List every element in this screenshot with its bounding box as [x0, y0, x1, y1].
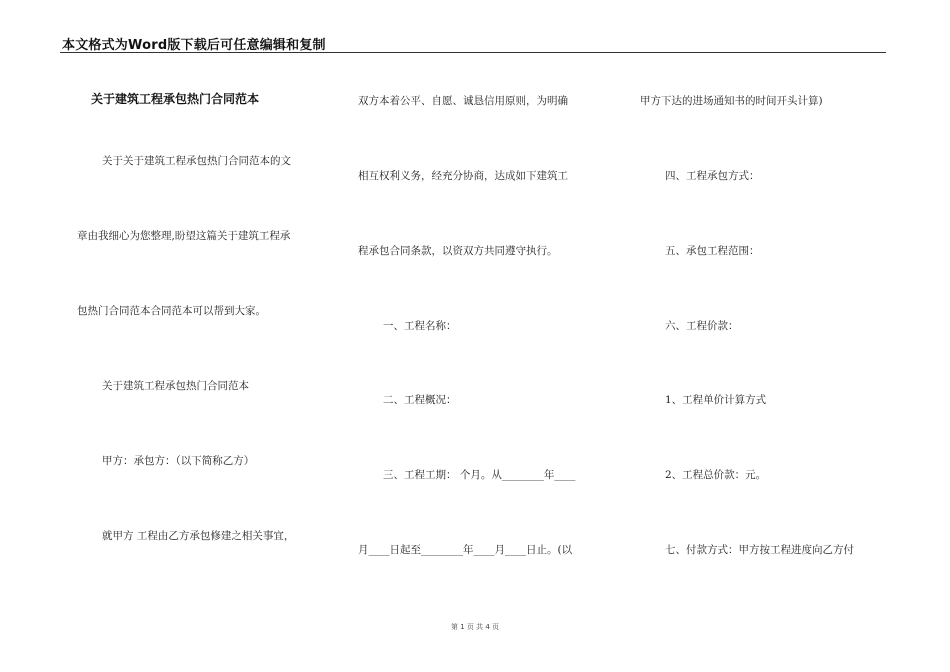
column2-line-3: 程承包合同条款，以资双方共同遵守执行。	[358, 245, 558, 257]
column3-line-5: 1、工程单价计算方式	[665, 394, 767, 406]
column1-line-1: 关于关于建筑工程承包热门合同范本的文	[102, 155, 291, 167]
column1-line-6: 就甲方 工程由乙方承包修建之相关事宜，	[102, 530, 295, 542]
document-title: 关于建筑工程承包热门合同范本	[91, 92, 260, 106]
document-header-title: 本文格式为Word版下载后可任意编辑和复制	[62, 38, 326, 53]
column2-line-4: 一、工程名称：	[383, 320, 457, 332]
column3-line-4: 六、工程价款：	[665, 320, 739, 332]
column2-line-5: 二、工程概况：	[383, 394, 457, 406]
header-divider	[60, 52, 886, 53]
column1-line-4: 关于建筑工程承包热门合同范本	[102, 380, 249, 392]
column1-line-5: 甲方：承包方：（以下简称乙方）	[102, 455, 255, 467]
column3-line-6: 2、工程总价款：元。	[665, 469, 767, 481]
column3-line-3: 五、承包工程范围：	[665, 245, 760, 257]
page-number-footer: 第 1 页 共 4 页	[450, 623, 500, 631]
column3-line-7: 七、付款方式：甲方按工程进度向乙方付	[665, 544, 854, 556]
column3-line-1: 甲方下达的进场通知书的时间开头计算)	[640, 95, 823, 107]
column2-line-7: 月____日起至________年____月____日止。(以	[358, 544, 573, 556]
column3-line-2: 四、工程承包方式：	[665, 170, 760, 182]
column2-line-2: 相互权利义务，经充分协商，达成如下建筑工	[358, 170, 568, 182]
column2-line-6: 三、工程工期： 个月。从________年____	[383, 469, 576, 481]
column1-line-2: 章由我细心为您整理,盼望这篇关于建筑工程承	[77, 230, 291, 242]
column2-line-1: 双方本着公平、自愿、诚恳信用原则，为明确	[358, 95, 568, 107]
column1-line-3: 包热门合同范本合同范本可以帮到大家。	[77, 305, 266, 317]
